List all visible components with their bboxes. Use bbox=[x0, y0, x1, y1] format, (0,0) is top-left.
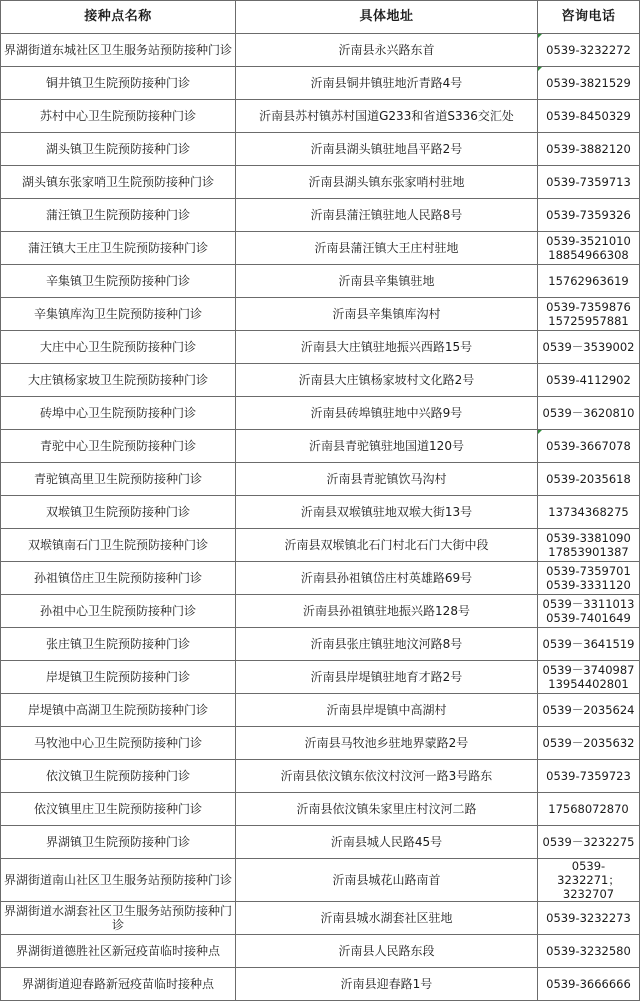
site-name-cell: 辛集镇卫生院预防接种门诊 bbox=[1, 265, 236, 298]
site-phone-cell bbox=[538, 826, 640, 859]
site-address-cell: 沂南县马牧池乡驻地界蒙路2号 bbox=[236, 727, 538, 760]
site-phone-cell bbox=[538, 331, 640, 364]
table-row bbox=[1, 463, 640, 496]
site-name-cell: 岸堤镇卫生院预防接种门诊 bbox=[1, 661, 236, 694]
table-row bbox=[1, 935, 640, 968]
site-phone-cell bbox=[538, 265, 640, 298]
site-address-cell: 沂南县城水湖套社区驻地 bbox=[236, 902, 538, 935]
table-row bbox=[1, 265, 640, 298]
site-name-cell: 双堠镇南石门卫生院预防接种门诊 bbox=[1, 529, 236, 562]
site-name-cell: 蒲汪镇卫生院预防接种门诊 bbox=[1, 199, 236, 232]
table-body bbox=[1, 34, 640, 1001]
site-name-cell: 马牧池中心卫生院预防接种门诊 bbox=[1, 727, 236, 760]
cell-comment-marker-icon bbox=[538, 430, 542, 434]
site-phone-cell bbox=[538, 397, 640, 430]
site-phone-cell bbox=[538, 100, 640, 133]
site-phone-text: 15762963619 bbox=[548, 274, 629, 288]
site-address-cell: 沂南县城人民路45号 bbox=[236, 826, 538, 859]
site-name-cell: 依汶镇里庄卫生院预防接种门诊 bbox=[1, 793, 236, 826]
site-address-cell: 沂南县湖头镇驻地昌平路2号 bbox=[236, 133, 538, 166]
site-phone-cell bbox=[538, 595, 640, 628]
cell-comment-marker-icon bbox=[538, 34, 542, 38]
site-phone-cell bbox=[538, 463, 640, 496]
site-phone-text: 0539-3232272 bbox=[546, 43, 631, 57]
site-address-cell: 沂南县青驼镇驻地国道120号 bbox=[236, 430, 538, 463]
site-name-cell: 双堠镇卫生院预防接种门诊 bbox=[1, 496, 236, 529]
table-row bbox=[1, 298, 640, 331]
table-row bbox=[1, 397, 640, 430]
table-row bbox=[1, 968, 640, 1001]
site-address-cell: 沂南县岸堤镇中高湖村 bbox=[236, 694, 538, 727]
site-address-cell: 沂南县人民路东段 bbox=[236, 935, 538, 968]
site-phone-cell bbox=[538, 67, 640, 100]
site-name-cell: 界湖街道南山社区卫生服务站预防接种门诊 bbox=[1, 859, 236, 902]
cell-comment-marker-icon bbox=[538, 67, 542, 71]
site-address-cell: 沂南县辛集镇驻地 bbox=[236, 265, 538, 298]
site-phone-text: 0539-7359326 bbox=[546, 208, 631, 222]
site-name-cell: 苏村中心卫生院预防接种门诊 bbox=[1, 100, 236, 133]
site-name-cell: 界湖街道水湖套社区卫生服务站预防接种门诊 bbox=[1, 902, 236, 935]
site-phone-text: 0539-3666666 bbox=[546, 977, 631, 991]
site-name-cell: 铜井镇卫生院预防接种门诊 bbox=[1, 67, 236, 100]
table-row bbox=[1, 364, 640, 397]
site-phone-cell bbox=[538, 694, 640, 727]
site-name-cell: 大庄中心卫生院预防接种门诊 bbox=[1, 331, 236, 364]
table-row bbox=[1, 496, 640, 529]
site-phone-cell bbox=[538, 902, 640, 935]
site-phone-cell bbox=[538, 166, 640, 199]
site-address-cell: 沂南县蒲汪镇大王庄村驻地 bbox=[236, 232, 538, 265]
site-phone-text: 0539-3381090 17853901387 bbox=[546, 531, 631, 559]
table-row bbox=[1, 595, 640, 628]
table-row bbox=[1, 826, 640, 859]
table-row bbox=[1, 793, 640, 826]
site-phone-text: 0539-7359876 15725957881 bbox=[546, 300, 631, 328]
table-row bbox=[1, 199, 640, 232]
site-phone-cell bbox=[538, 34, 640, 67]
site-phone-text: 0539－2035624 bbox=[542, 703, 635, 717]
site-address-cell: 沂南县苏村镇苏村国道G233和省道S336交汇处 bbox=[236, 100, 538, 133]
site-name-cell: 蒲汪镇大王庄卫生院预防接种门诊 bbox=[1, 232, 236, 265]
site-phone-cell bbox=[538, 133, 640, 166]
site-address-cell: 沂南县大庄镇杨家坡村文化路2号 bbox=[236, 364, 538, 397]
site-phone-text: 0539-7359713 bbox=[546, 175, 631, 189]
site-phone-cell bbox=[538, 298, 640, 331]
site-phone-text: 0539-3521010 18854966308 bbox=[546, 234, 631, 262]
table-header-row bbox=[1, 1, 640, 34]
site-name-cell: 张庄镇卫生院预防接种门诊 bbox=[1, 628, 236, 661]
site-phone-text: 0539-3821529 bbox=[546, 76, 631, 90]
site-phone-cell bbox=[538, 430, 640, 463]
site-name-cell: 砖埠中心卫生院预防接种门诊 bbox=[1, 397, 236, 430]
site-phone-cell bbox=[538, 562, 640, 595]
table-row bbox=[1, 562, 640, 595]
site-phone-cell bbox=[538, 628, 640, 661]
site-address-cell: 沂南县青驼镇饮马沟村 bbox=[236, 463, 538, 496]
site-phone-cell bbox=[538, 727, 640, 760]
site-phone-cell bbox=[538, 199, 640, 232]
table-row bbox=[1, 628, 640, 661]
site-address-cell: 沂南县蒲汪镇驻地人民路8号 bbox=[236, 199, 538, 232]
site-address-cell: 沂南县砖埠镇驻地中兴路9号 bbox=[236, 397, 538, 430]
site-phone-cell bbox=[538, 496, 640, 529]
site-phone-cell bbox=[538, 968, 640, 1001]
site-phone-text: 0539－3641519 bbox=[542, 637, 635, 651]
table-row bbox=[1, 694, 640, 727]
table-row bbox=[1, 67, 640, 100]
column-header-address: 具体地址 bbox=[236, 1, 538, 34]
site-address-cell: 沂南县湖头镇东张家哨村驻地 bbox=[236, 166, 538, 199]
table-row bbox=[1, 133, 640, 166]
site-phone-text: 0539－3539002 bbox=[542, 340, 635, 354]
site-phone-text: 0539－3740987 13954402801 bbox=[542, 663, 635, 691]
site-phone-text: 0539－2035632 bbox=[542, 736, 635, 750]
site-phone-cell bbox=[538, 760, 640, 793]
site-address-cell: 沂南县城花山路南首 bbox=[236, 859, 538, 902]
table-row bbox=[1, 331, 640, 364]
site-phone-cell bbox=[538, 364, 640, 397]
site-phone-text: 17568072870 bbox=[548, 802, 629, 816]
site-phone-cell bbox=[538, 661, 640, 694]
site-name-cell: 湖头镇卫生院预防接种门诊 bbox=[1, 133, 236, 166]
site-name-cell: 岸堤镇中高湖卫生院预防接种门诊 bbox=[1, 694, 236, 727]
site-name-cell: 青驼镇高里卫生院预防接种门诊 bbox=[1, 463, 236, 496]
site-phone-cell bbox=[538, 232, 640, 265]
site-address-cell: 沂南县依汶镇朱家里庄村汶河二路 bbox=[236, 793, 538, 826]
site-address-cell: 沂南县依汶镇东依汶村汶河一路3号路东 bbox=[236, 760, 538, 793]
table-row bbox=[1, 100, 640, 133]
table-row bbox=[1, 859, 640, 902]
site-phone-text: 13734368275 bbox=[548, 505, 629, 519]
site-name-cell: 孙祖中心卫生院预防接种门诊 bbox=[1, 595, 236, 628]
site-address-cell: 沂南县辛集镇库沟村 bbox=[236, 298, 538, 331]
site-name-cell: 依汶镇卫生院预防接种门诊 bbox=[1, 760, 236, 793]
site-name-cell: 界湖街道迎春路新冠疫苗临时接种点 bbox=[1, 968, 236, 1001]
site-address-cell: 沂南县孙祖镇岱庄村英雄路69号 bbox=[236, 562, 538, 595]
site-phone-text: 0539－3620810 bbox=[542, 406, 635, 420]
site-phone-text: 0539-3667078 bbox=[546, 439, 631, 453]
site-phone-text: 0539-3232580 bbox=[546, 944, 631, 958]
site-phone-text: 0539- 3232271；3232707 bbox=[557, 859, 620, 901]
table-row bbox=[1, 166, 640, 199]
site-phone-text: 0539-7359723 bbox=[546, 769, 631, 783]
site-phone-cell bbox=[538, 793, 640, 826]
site-phone-text: 0539－3232275 bbox=[542, 835, 635, 849]
site-phone-text: 0539-3232273 bbox=[546, 911, 631, 925]
site-name-cell: 青驼中心卫生院预防接种门诊 bbox=[1, 430, 236, 463]
table-row bbox=[1, 661, 640, 694]
site-phone-cell bbox=[538, 935, 640, 968]
site-name-cell: 辛集镇库沟卫生院预防接种门诊 bbox=[1, 298, 236, 331]
site-name-cell: 界湖镇卫生院预防接种门诊 bbox=[1, 826, 236, 859]
table-row bbox=[1, 902, 640, 935]
site-address-cell: 沂南县永兴路东首 bbox=[236, 34, 538, 67]
site-phone-text: 0539-3882120 bbox=[546, 142, 631, 156]
site-address-cell: 沂南县孙祖镇驻地振兴路128号 bbox=[236, 595, 538, 628]
site-name-cell: 大庄镇杨家坡卫生院预防接种门诊 bbox=[1, 364, 236, 397]
site-phone-text: 0539－3311013 0539-7401649 bbox=[542, 597, 635, 625]
site-address-cell: 沂南县大庄镇驻地振兴西路15号 bbox=[236, 331, 538, 364]
site-phone-text: 0539-2035618 bbox=[546, 472, 631, 486]
table-row bbox=[1, 430, 640, 463]
site-address-cell: 沂南县铜井镇驻地沂青路4号 bbox=[236, 67, 538, 100]
site-phone-cell bbox=[538, 859, 640, 902]
site-address-cell: 沂南县迎春路1号 bbox=[236, 968, 538, 1001]
site-address-cell: 沂南县张庄镇驻地汶河路8号 bbox=[236, 628, 538, 661]
table-row bbox=[1, 232, 640, 265]
site-address-cell: 沂南县双堠镇北石门村北石门大街中段 bbox=[236, 529, 538, 562]
site-name-cell: 界湖街道东城社区卫生服务站预防接种门诊 bbox=[1, 34, 236, 67]
column-header-name: 接种点名称 bbox=[1, 1, 236, 34]
table-row bbox=[1, 34, 640, 67]
site-phone-text: 0539-4112902 bbox=[546, 373, 631, 387]
site-phone-text: 0539-7359701 0539-3331120 bbox=[546, 564, 631, 592]
site-address-cell: 沂南县双堠镇驻地双堠大街13号 bbox=[236, 496, 538, 529]
site-phone-text: 0539-8450329 bbox=[546, 109, 631, 123]
site-name-cell: 湖头镇东张家哨卫生院预防接种门诊 bbox=[1, 166, 236, 199]
site-phone-cell bbox=[538, 529, 640, 562]
table-row bbox=[1, 529, 640, 562]
site-address-cell: 沂南县岸堤镇驻地育才路2号 bbox=[236, 661, 538, 694]
site-name-cell: 孙祖镇岱庄卫生院预防接种门诊 bbox=[1, 562, 236, 595]
table-row bbox=[1, 727, 640, 760]
table-row bbox=[1, 760, 640, 793]
site-name-cell: 界湖街道德胜社区新冠疫苗临时接种点 bbox=[1, 935, 236, 968]
column-header-phone: 咨询电话 bbox=[538, 1, 640, 34]
